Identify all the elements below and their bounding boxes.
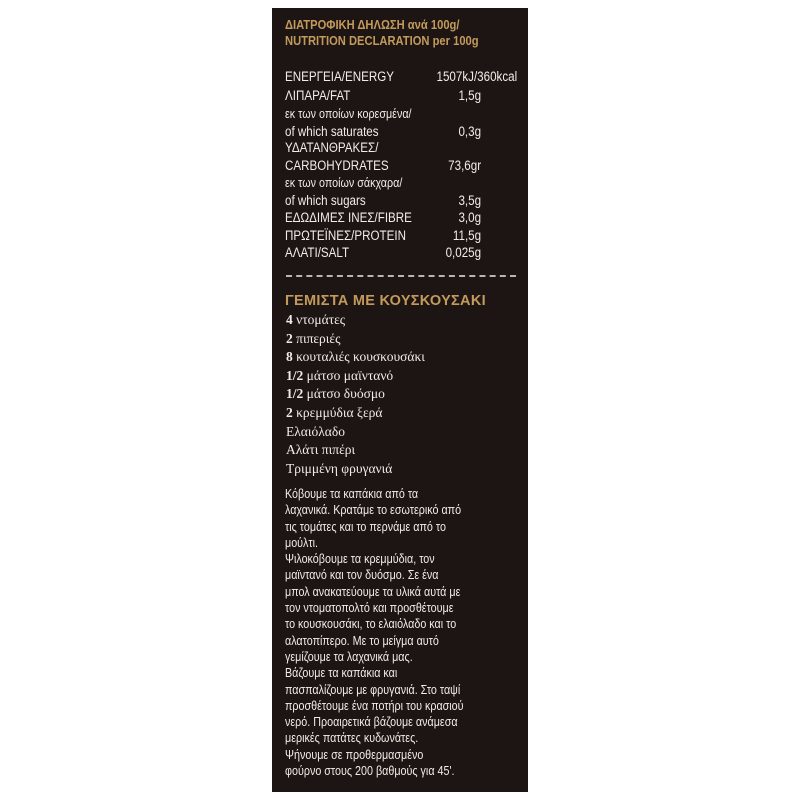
ingredient-text: ντομάτες — [296, 312, 346, 327]
ingredient-item — [286, 330, 520, 349]
nutrition-row-salt — [285, 244, 481, 261]
ingredient-text: Ελαιόλαδο — [286, 423, 345, 439]
nutrition-row-energy — [285, 68, 517, 85]
ingredient-qty: 4 — [286, 312, 293, 327]
sugars-label-greek: εκ των οποίων σάκχαρα/ — [285, 176, 403, 190]
method-line: νερό. Προαιρετικά βάζουμε ανάμεσα — [285, 715, 458, 730]
saturates-label: of which saturates — [285, 124, 379, 139]
method-line: το κουσκουσάκι, το ελαιόλαδο και το — [285, 617, 457, 632]
ingredient-item — [286, 460, 520, 479]
ingredient-item — [286, 441, 520, 460]
method-line: πασπαλίζουμε με φρυγανιά. Στο ταψί — [285, 682, 461, 697]
method-line: προσθέτουμε ένα ποτήρι του κρασιού — [285, 698, 464, 713]
method-line: μερικές πατάτες κυδωνάτες. — [285, 731, 419, 746]
ingredient-qty: 1/2 — [286, 386, 304, 402]
nutrition-title-greek: ΔΙΑΤΡΟΦΙΚΗ ΔΗΛΩΣΗ ανά 100g/ — [285, 17, 460, 32]
sugars-value: 3,5g — [458, 193, 482, 208]
ingredient-text: πιπεριές — [296, 330, 341, 346]
ingredient-text: Τριμμένη φρυγανιά — [286, 460, 393, 476]
recipe-method — [285, 486, 523, 779]
nutrition-row-sugars — [285, 192, 481, 209]
nutrition-row-fat — [285, 87, 481, 104]
recipe-title: ΓΕΜΙΣΤΑ ΜΕ ΚΟΥΣΚΟΥΣΑΚΙ — [285, 293, 486, 309]
product-label-panel — [272, 8, 528, 792]
ingredient-text: μάτσο μαϊντανό — [306, 367, 394, 383]
method-line: μούλτι. — [285, 535, 319, 550]
ingredient-item — [286, 423, 520, 442]
method-line: Ψήνουμε σε προθερμασμένο — [285, 747, 424, 762]
ingredient-qty: 8 — [286, 349, 293, 365]
fat-value: 1,5g — [458, 88, 482, 103]
saturates-label-greek: εκ των οποίων κορεσμένα/ — [285, 107, 412, 121]
method-line: Κόβουμε τα καπάκια από τα — [285, 487, 419, 501]
ingredient-qty: 2 — [286, 330, 293, 346]
method-line: Βάζουμε τα καπάκια και — [285, 666, 398, 681]
ingredient-item — [286, 404, 520, 423]
method-line: γεμίζουμε τα λαχανικά μας. — [285, 649, 413, 664]
fibre-label: ΕΔΩΔΙΜΕΣ ΙΝΕΣ/FIBRE — [285, 210, 412, 225]
nutrition-row-fibre — [285, 209, 481, 226]
fibre-value: 3,0g — [458, 210, 482, 225]
method-line: λαχανικά. Κρατάμε το εσωτερικό από — [285, 503, 462, 518]
carbs-label: CARBOHYDRATES — [285, 158, 389, 173]
ingredient-text: κουταλιές κουσκουσάκι — [296, 349, 425, 365]
ingredient-text: κρεμμύδια ξερά — [296, 404, 383, 420]
nutrition-title-english: NUTRITION DECLARATION per 100g — [285, 33, 479, 48]
ingredient-item — [286, 367, 520, 386]
ingredients-list — [286, 311, 520, 478]
ingredient-text: μάτσο δυόσμο — [306, 386, 385, 402]
method-line: μπολ ανακατεύουμε τα υλικά αυτά με — [285, 584, 461, 599]
energy-value: 1507kJ/360kcal — [436, 69, 518, 84]
carbs-label-greek-row — [285, 139, 481, 156]
ingredient-qty: 1/2 — [286, 367, 304, 383]
method-line: τις τομάτες και το περνάμε από το — [285, 519, 446, 534]
ingredient-item — [286, 311, 520, 330]
method-line: Ψιλοκόβουμε τα κρεμμύδια, τον — [285, 552, 435, 567]
saturates-value: 0,3g — [458, 124, 482, 139]
ingredient-text: Αλάτι πιπέρι — [286, 442, 356, 458]
salt-value: 0,025g — [445, 245, 482, 260]
protein-label: ΠΡΩΤΕΪΝΕΣ/PROTEIN — [285, 228, 407, 243]
ingredient-item — [286, 348, 520, 367]
nutrition-row-carbs — [285, 157, 481, 174]
protein-value: 11,5g — [452, 228, 482, 243]
carbs-value: 73,6gr — [448, 158, 482, 173]
nutrition-row-saturates — [285, 123, 481, 140]
carbs-label-greek: ΥΔΑΤΑΝΘΡΑΚΕΣ/ — [285, 140, 379, 155]
section-divider — [286, 275, 516, 277]
fat-label: ΛΙΠΑΡΑ/FAT — [285, 88, 351, 103]
ingredient-qty: 2 — [286, 404, 293, 420]
nutrition-row-protein — [285, 227, 481, 244]
method-line: φούρνο στους 200 βαθμούς για 45'. — [285, 764, 455, 779]
method-line: μαϊντανό και τον δυόσμο. Σε ένα — [285, 568, 439, 583]
nutrition-title — [285, 17, 491, 49]
method-line: αλατοπίπερο. Με το μείγμα αυτό — [285, 633, 439, 648]
sugars-label: of which sugars — [285, 193, 366, 208]
method-line: τον ντοματοπολτό και προσθέτουμε — [285, 601, 454, 616]
ingredient-item — [286, 385, 520, 404]
salt-label: ΑΛΑΤΙ/SALT — [285, 245, 350, 260]
energy-label: ΕΝΕΡΓΕΙΑ/ENERGY — [285, 69, 394, 84]
